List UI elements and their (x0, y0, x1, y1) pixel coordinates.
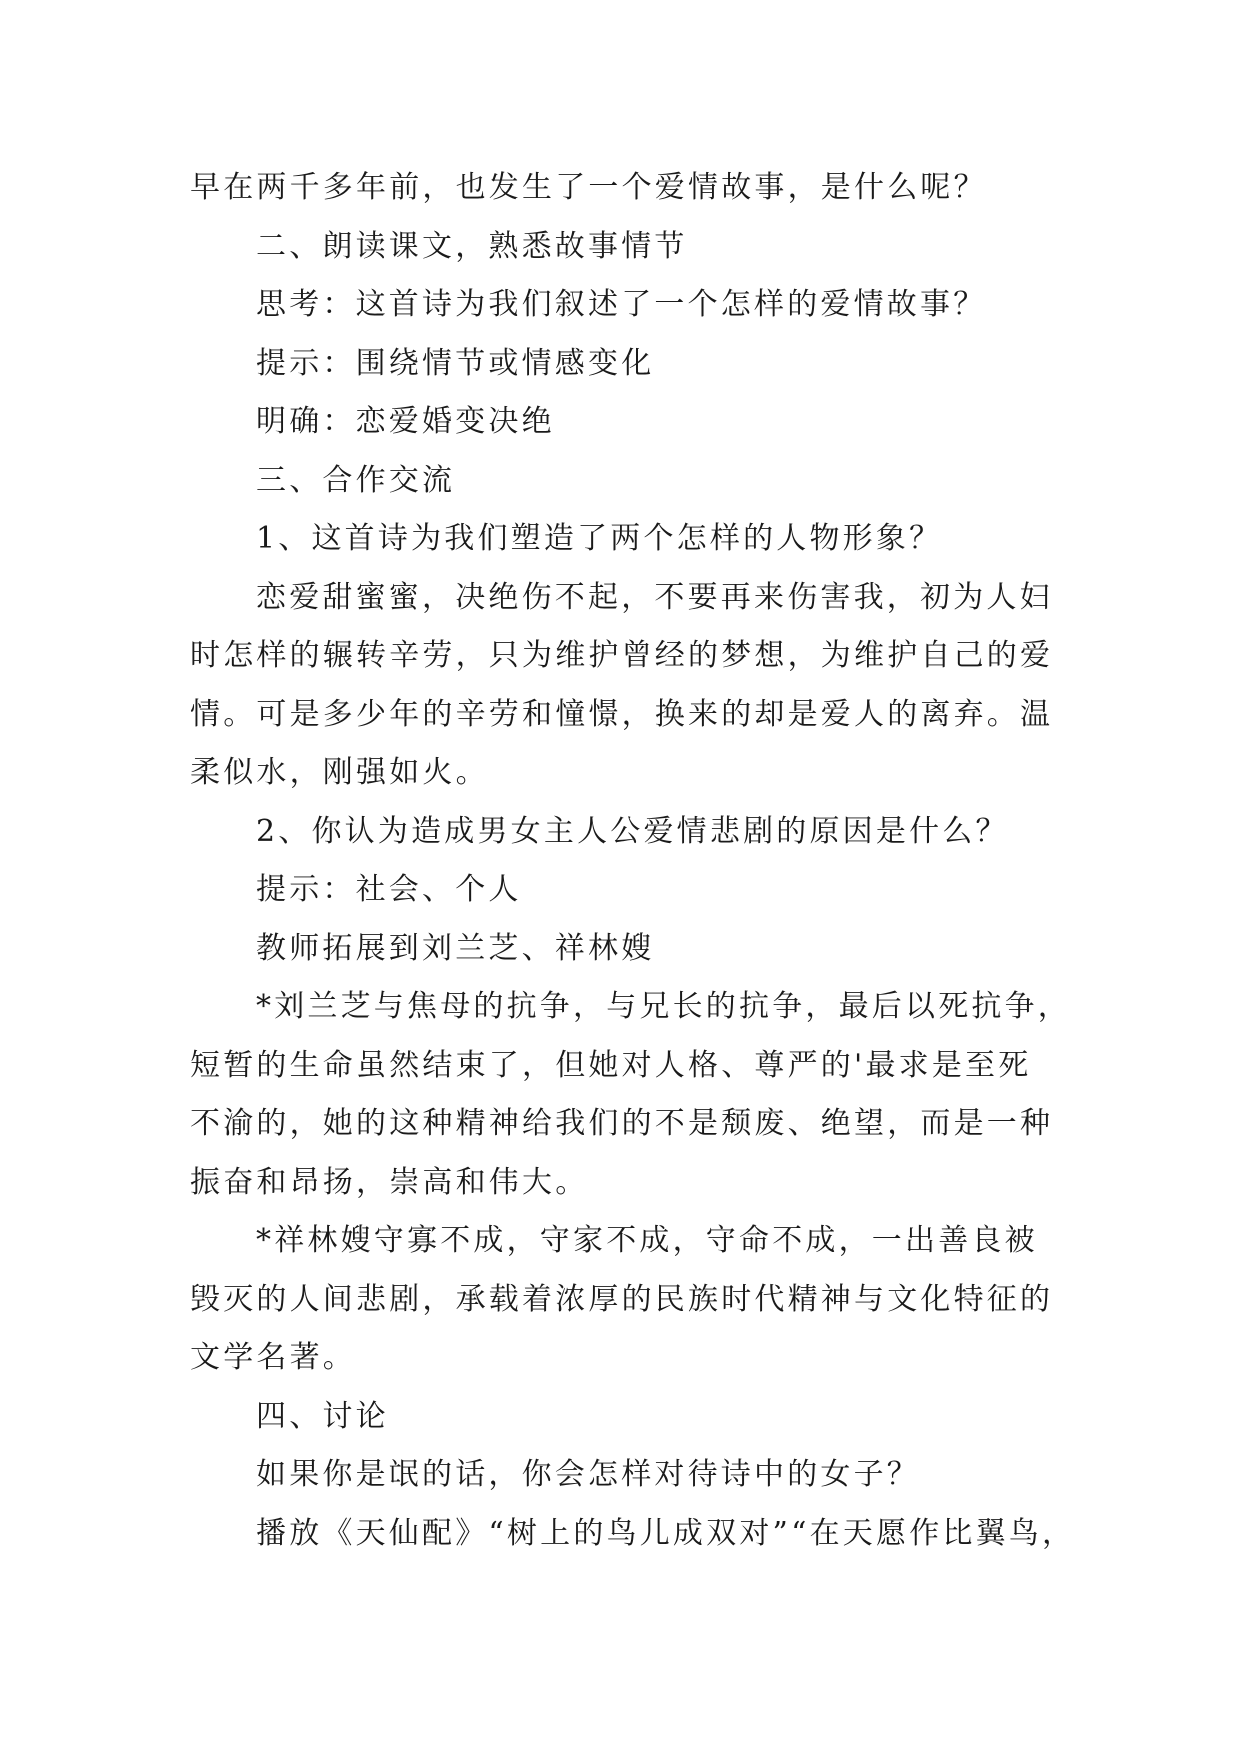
question-line: 2、你认为造成男女主人公爱情悲剧的原因是什么？ (256, 813, 1009, 849)
question-line: 1、这首诗为我们塑造了两个怎样的人物形象？ (256, 521, 943, 556)
paragraph-line: 如果你是氓的话，你会怎样对待诗中的女子？ (256, 1457, 920, 1492)
paragraph-line: 教师拓展到刘兰芝、祥林嫂 (256, 930, 655, 966)
paragraph-line: 振奋和昂扬，崇高和伟大。 (190, 1164, 589, 1200)
paragraph-line: 情。可是多少年的辛劳和憧憬，换来的却是爱人的离弃。温 (190, 696, 1054, 732)
paragraph-line: *刘兰芝与焦母的抗争，与兄长的抗争，最后以死抗争， (256, 989, 1071, 1024)
paragraph-line: 早在两千多年前，也发生了一个爱情故事，是什么呢？ (190, 170, 987, 205)
paragraph-line: 文学名著。 (190, 1340, 356, 1375)
section-heading: 二、朗读课文，熟悉故事情节 (256, 228, 688, 264)
paragraph-line: 时怎样的辗转辛劳，只为维护曾经的梦想，为维护自己的爱 (190, 638, 1054, 673)
section-heading: 三、合作交流 (256, 462, 456, 498)
document-body (190, 159, 1076, 1563)
paragraph-line: 思考：这首诗为我们叙述了一个怎样的爱情故事？ (256, 287, 987, 322)
paragraph-line: 不渝的，她的这种精神给我们的不是颓废、绝望，而是一种 (190, 1106, 1054, 1141)
paragraph-line: 播放《天仙配》“树上的鸟儿成双对”“在天愿作比翼鸟， (256, 1515, 1076, 1551)
section-heading: 四、讨论 (256, 1398, 389, 1434)
paragraph-line: 柔似水，刚强如火。 (190, 755, 489, 790)
paragraph-line: 短暂的生命虽然结束了，但她对人格、尊严的'最求是至死 (190, 1047, 1032, 1083)
paragraph-line: 提示：社会、个人 (256, 872, 522, 907)
paragraph-line: 恋爱甜蜜蜜，决绝伤不起，不要再来伤害我，初为人妇 (256, 579, 1053, 615)
paragraph-line: *祥林嫂守寡不成，守家不成，守命不成，一出善良被 (256, 1223, 1038, 1258)
paragraph-line: 明确：恋爱婚变决绝 (256, 404, 555, 439)
paragraph-line: 毁灭的人间悲剧，承载着浓厚的民族时代精神与文化特征的 (190, 1281, 1054, 1317)
paragraph-line: 提示：围绕情节或情感变化 (256, 345, 655, 381)
